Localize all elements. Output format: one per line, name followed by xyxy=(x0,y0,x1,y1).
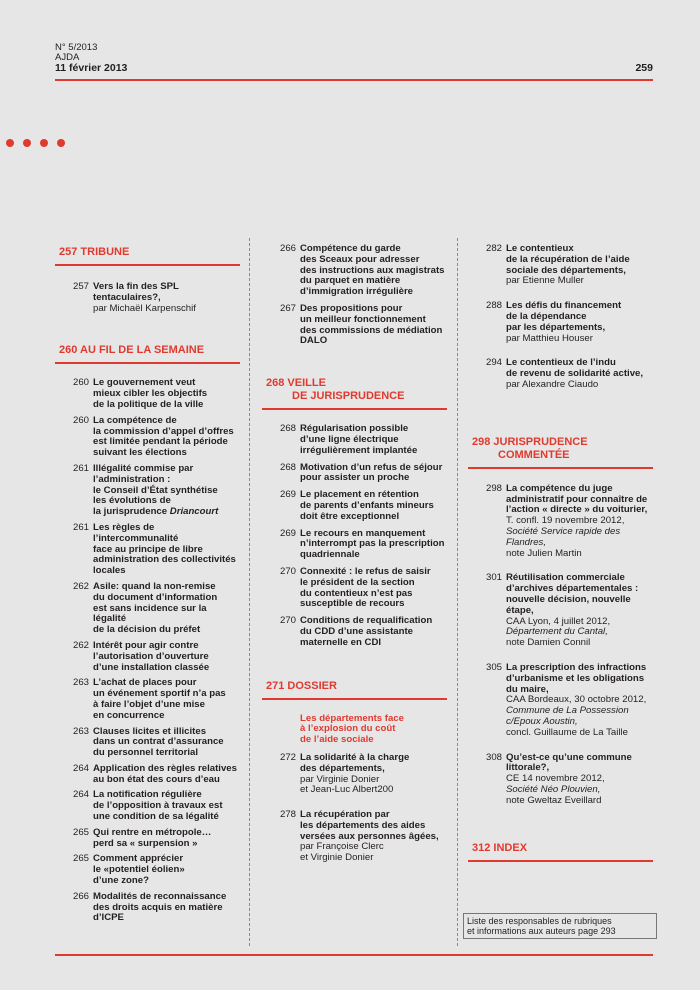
toc-entry[interactable]: 265 Comment apprécier le «potentiel éolien» d’une zone? xyxy=(72,853,185,887)
section-semaine-title: 260 AU FIL DE LA SEMAINE xyxy=(55,344,240,357)
toc-entry[interactable]: 263 L’achat de places pour un événement sportif n’a pas à faire l’objet d’une mise en concurrence xyxy=(72,677,226,721)
toc-entry[interactable]: 261 Les règles de l’intercommunalité face au principe de libre administration des collectivités locales xyxy=(72,521,236,577)
column-2 xyxy=(262,238,447,864)
toc-entry[interactable]: 265 Qui rentre en métropole… perd sa « surpension » xyxy=(72,826,212,849)
toc-entry[interactable]: 269 Le placement en rétention de parents d’enfants mineurs doit être exceptionnel xyxy=(279,489,434,522)
header-rule xyxy=(55,79,653,81)
toc-entry[interactable]: 262 Intérêt pour agir contre l’autorisation d’ouverture d’une installation classée xyxy=(72,639,210,673)
issue-date: 11 février 2013 xyxy=(55,62,128,74)
toc-entry[interactable]: 264 Application des règles relatives au bon état des cours d’eau xyxy=(72,762,237,785)
toc-entry[interactable]: 257 Vers la fin des SPL tentaculaires?, par Michaël Karpenschif xyxy=(72,281,196,314)
column-separator xyxy=(249,238,251,946)
toc-entry[interactable]: 288 Les défis du financement de la dépendance par les départements, par Matthieu Houser xyxy=(485,300,622,344)
journal-name: AJDA xyxy=(55,52,80,63)
toc-entry[interactable]: 308 Qu’est-ce qu’une commune littorale?, CE 14 novembre 2012, Société Néo Plouvien, note Gweltaz Eveillard xyxy=(485,751,632,806)
toc-entry[interactable]: 305 La prescription des infractions d’urbanisme et les obligations du maire, CAA Bordeaux, 30 octobre 2012, Commune de La Possession c/Epoux Aoustin, concl. Guillaume de La Taille xyxy=(485,661,647,738)
column-3 xyxy=(468,238,653,855)
toc-entry[interactable]: 261 Illégalité commise par l’administration : le Conseil d’État synthétise les évolutions de la jurisprudence Driancourt xyxy=(72,462,219,518)
section-index-title: 312 INDEX xyxy=(468,842,653,855)
toc-entry[interactable]: 268 Régularisation possible d’une ligne électrique irrégulièrement implantée xyxy=(279,423,418,456)
toc-entry[interactable]: 278 La récupération par les départements des aides versées aux personnes âgées, par Françoise Clerc et Virginie Donier xyxy=(279,809,439,864)
column-separator xyxy=(457,238,459,946)
column-1 xyxy=(55,238,240,924)
toc-entry[interactable]: 262 Asile: quand la non-remise du document d’information est sans incidence sur la légalité de la décision du préfet xyxy=(72,580,218,636)
toc-entry[interactable]: 264 La notification régulière de l’opposition à travaux est une condition de sa légalité xyxy=(72,789,223,823)
toc-entry[interactable]: 269 Le recours en manquement n’interrompt pas la prescription quadriennale xyxy=(279,527,445,561)
toc-entry[interactable]: 268 Motivation d’un refus de séjour pour assister un proche xyxy=(279,461,443,484)
toc-entry[interactable]: 298 La compétence du juge administratif pour connaître de l’action « directe » du voiturier, T. confl. 19 novembre 2012, Société Service rapide des Flandres, note Julien Martin xyxy=(485,482,648,559)
toc-entry[interactable]: 263 Clauses licites et illicites dans un contrat d’assurance du personnel territorial xyxy=(72,725,224,759)
toc-entry[interactable]: 270 Conditions de requalification du CDD d’une assistante maternelle en CDI xyxy=(279,615,433,648)
section-veille-title: 268 VEILLE DE JURISPRUDENCE xyxy=(262,377,447,403)
toc-entry[interactable]: 282 Le contentieux de la récupération de l’aide sociale des départements, par Etienne Muller xyxy=(485,243,630,287)
toc-entry[interactable]: 266 Compétence du garde des Sceaux pour adresser des instructions aux magistrats du parquet en matière d’immigration irrégulière xyxy=(279,243,445,298)
authors-info-box: Liste des responsables de rubriques et informations aux auteurs page 293 xyxy=(463,913,657,939)
toc-entry[interactable]: 270 Connexité : le refus de saisir le président de la section du contentieux n’est pas susceptible de recours xyxy=(279,565,431,610)
toc-entry[interactable]: 260 La compétence de la commission d’appel d’offres est limitée pendant la période suivant les élections xyxy=(72,414,234,459)
toc-entry[interactable]: 272 La solidarité à la charge des départements, par Virginie Donier et Jean-Luc Albert200 xyxy=(279,751,410,796)
section-jurisprudence-title: 298 JURISPRUDENCE COMMENTÉE xyxy=(468,436,653,462)
decorative-dots xyxy=(6,134,74,152)
dossier-subtitle: Les départements face à l’explosion du coût de l’aide sociale xyxy=(300,712,404,746)
footer-rule xyxy=(55,954,653,956)
page-header xyxy=(55,43,127,73)
toc-entry[interactable]: 267 Des propositions pour un meilleur fonctionnement des commissions de médiation DALO xyxy=(279,302,443,347)
issue-number: N° 5/2013 xyxy=(55,42,98,53)
section-dossier-title: 271 DOSSIER xyxy=(262,680,447,693)
toc-entry[interactable]: 301 Réutilisation commerciale d’archives départementales : nouvelle décision, nouvelle étape, CAA Lyon, 4 juillet 2012, Département du Cantal, note Damien Connil xyxy=(485,572,639,649)
section-tribune-title: 257 TRIBUNE xyxy=(55,246,240,259)
toc-entry[interactable]: 260 Le gouvernement veut mieux cibler les objectifs de la politique de la ville xyxy=(72,377,208,410)
toc-entry[interactable]: 266 Modalités de reconnaissance des droits acquis en matière d’ICPE xyxy=(72,890,227,924)
page-number: 259 xyxy=(635,62,653,74)
toc-entry[interactable]: 294 Le contentieux de l’indu de revenu de solidarité active, par Alexandre Ciaudo xyxy=(485,357,644,390)
